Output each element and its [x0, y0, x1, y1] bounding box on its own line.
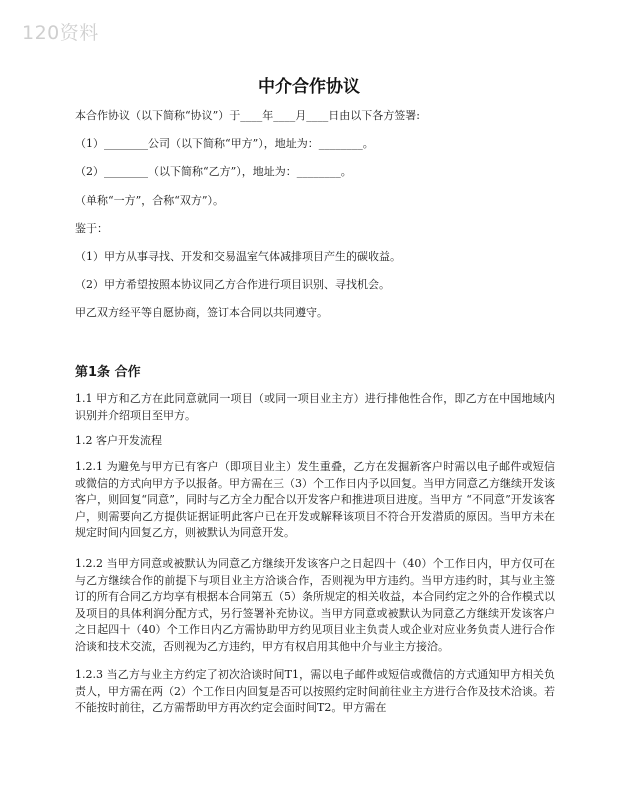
- clause-1-2-3: 1.2.3 当乙方与业主方约定了初次洽谈时间T1，需以电子邮件或短信或微信的方式通知甲方相关负责人，甲方需在两（2）个工作日内回复是否可以按照约定时间前往业主方进行合作及技术洽谈。若不能按时前往，乙方需帮助甲方再次约定会面时间T2。甲方需在: [75, 668, 555, 715]
- agreement-line: 甲乙双方经平等自愿协商，签订本合同以共同遵守。: [75, 306, 328, 319]
- clause-1-2-2: 1.2.2 当甲方同意或被默认为同意乙方继续开发该客户之日起四十（40）个工作日内，甲方仅可在与乙方继续合作的前提下与项目业主方洽谈合作，否则视为甲方违约。当甲方违约时，其与业主签订的所有合同乙方均享有根据本合同第五（5）条所规定的相关收益，本合同约定之外的合作模式以及项目的具体利润分配方式，另行签署补充协议。当甲方同意或被默认为同意乙方继续开发该客户之日起四十（40）个工作日内乙方需协助甲方约见项目业主负责人或企业对应业务负责人进行合作洽谈和技术交流，否则视为乙方违约，甲方有权启用其他中介与业主方接洽。: [75, 557, 555, 653]
- document-title: 中介合作协议: [258, 77, 360, 97]
- whereas-item-2: （2）甲方希望按照本协议同乙方合作进行项目识别、寻找机会。: [75, 278, 390, 291]
- preamble-intro: 本合作协议（以下简称“协议”）于____年____月____日由以下各方签署:: [75, 109, 420, 122]
- article-1-heading: 第1条 合作: [75, 365, 141, 380]
- collective-line: （单称“一方”，合称“双方”）。: [75, 194, 224, 207]
- clause-1-1: 1.1 甲方和乙方在此同意就同一项目（或同一项目业主方）进行排他性合作，即乙方在中国地域内识别并介绍项目至甲方。: [75, 392, 555, 422]
- clause-1-2: 1.2 客户开发流程: [75, 434, 162, 447]
- party-b-line: （2）________（以下简称“乙方”），地址为：________。: [75, 165, 352, 178]
- whereas-item-1: （1）甲方从事寻找、开发和交易温室气体减排项目产生的碳收益。: [75, 250, 401, 263]
- watermark: 120资料: [22, 22, 99, 44]
- party-a-line: （1）________公司（以下简称“甲方”），地址为：________。: [75, 137, 374, 150]
- whereas-label: 鉴于：: [75, 222, 108, 235]
- clause-1-2-1: 1.2.1 为避免与甲方已有客户（即项目业主）发生重叠，乙方在发掘新客户时需以电子邮件或短信或微信的方式向甲方予以报备。甲方需在三（3）个工作日内予以回复。当甲方同意乙方继续开发该客户，则回复“同意”，同时与乙方全力配合以开发客户和推进项目进度。当甲方 “不同意”开发该客户，则需要向乙方提供证据证明此客户已在开发或解释该项目不符合开发潜质的原因。当甲方未在规定时间内回复乙方，则被默认为同意开发。: [75, 460, 555, 540]
